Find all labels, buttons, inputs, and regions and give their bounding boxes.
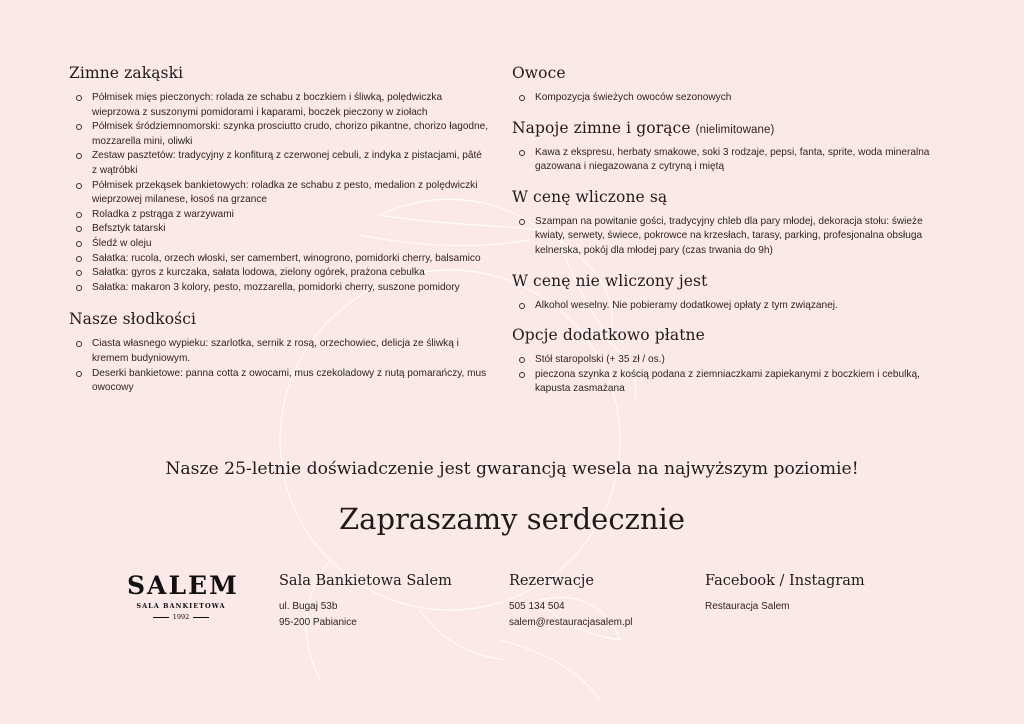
- list-item: Kompozycja świeżych owoców sezonowych: [512, 91, 932, 106]
- list-item: Sałatka: makaron 3 kolory, pesto, mozzarella, pomidorki cherry, suszone pomidory: [69, 281, 489, 296]
- left-column: [69, 64, 489, 411]
- logo-year-row: [127, 613, 235, 621]
- included-list: [512, 215, 932, 259]
- drinks-list: [512, 146, 932, 175]
- list-item: Alkohol weselny. Nie pobieramy dodatkowej opłaty z tym związanej.: [512, 299, 932, 314]
- list-item: Ciasta własnego wypieku: szarlotka, sernik z rosą, orzechowiec, delicja ze śliwką i kremem budyniowym.: [69, 337, 489, 366]
- logo-dash-left: [153, 617, 169, 618]
- logo-name: SALEM: [127, 571, 239, 600]
- list-item: Roladka z pstrąga z warzywami: [69, 208, 489, 223]
- extra-options-section: [512, 326, 932, 397]
- list-item: Deserki bankietowe: panna cotta z owocami, mus czekoladowy z nutą pomarańczy, mus owocowy: [69, 367, 489, 396]
- fruit-list: [512, 91, 932, 106]
- drinks-note: (nielimitowane): [695, 123, 775, 136]
- social-info: [705, 573, 865, 615]
- list-item: pieczona szynka z kością podana z ziemniaczkami zapiekanymi z boczkiem i cebulką, kapusta zasmażana: [512, 368, 932, 397]
- booking-title: Rezerwacje: [509, 573, 594, 589]
- sweets-section: [69, 310, 489, 395]
- salem-logo: [127, 571, 239, 621]
- list-item: Śledź w oleju: [69, 237, 489, 252]
- venue-info: [279, 573, 452, 630]
- list-item: Stół staropolski (+ 35 zł / os.): [512, 353, 932, 368]
- excluded-section: [512, 272, 932, 314]
- drinks-title-text: Napoje zimne i gorące: [512, 118, 691, 137]
- list-item: Sałatka: rucola, orzech włoski, ser camembert, winogrono, pomidorki cherry, balsamico: [69, 252, 489, 267]
- logo-year: 1992: [172, 613, 190, 621]
- list-item: Półmisek przekąsek bankietowych: roladka ze schabu z pesto, medalion z polędwiczki wieprzowej milanese, łosoś na grzance: [69, 179, 489, 208]
- booking-phone[interactable]: 505 134 504: [509, 601, 565, 612]
- list-item: Zestaw pasztetów: tradycyjny z konfiturą z czerwonej cebuli, z indyka z pistacjami, pâté z wątróbki: [69, 149, 489, 178]
- fruit-title: Owoce: [512, 64, 566, 82]
- social-title: Facebook / Instagram: [705, 573, 865, 589]
- extra-options-list: [512, 353, 932, 397]
- logo-subtitle: SALA BANKIETOWA: [136, 602, 226, 610]
- included-title: W cenę wliczone są: [512, 187, 668, 206]
- experience-slogan: Nasze 25-letnie doświadczenie jest gwarancją wesela na najwyższym poziomie!: [165, 459, 859, 479]
- invitation-heading: Zapraszamy serdecznie: [339, 502, 685, 536]
- cold-starters-section: [69, 64, 489, 295]
- list-item: Półmisek mięs pieczonych: rolada ze schabu z boczkiem i śliwką, polędwiczka wieprzowa z suszonymi pomidorami i kaparami, boczek pieczony w ziołach: [69, 91, 489, 120]
- list-item: Szampan na powitanie gości, tradycyjny chleb dla pary młodej, dekoracja stołu: świeże kwiaty, serwety, świece, pokrowce na krzesłach, tarasy, parking, profesjonalna obsługa kelnerska, pokój dla młodej pary (czas trwania do 9h): [512, 215, 932, 259]
- list-item: Półmisek śródziemnomorski: szynka prosciutto crudo, chorizo pikantne, chorizo łagodne, mozzarella mini, oliwki: [69, 120, 489, 149]
- drinks-section: [512, 119, 932, 175]
- extra-options-title: Opcje dodatkowo płatne: [512, 326, 705, 345]
- excluded-list: [512, 299, 932, 314]
- list-item: Befsztyk tatarski: [69, 222, 489, 237]
- sweets-list: [69, 337, 489, 395]
- sweets-title: Nasze słodkości: [69, 310, 197, 329]
- logo-dash-right: [193, 617, 209, 618]
- booking-info: [509, 573, 633, 630]
- drinks-title: [512, 119, 932, 137]
- social-name[interactable]: Restauracja Salem: [705, 601, 790, 612]
- booking-email[interactable]: salem@restauracjasalem.pl: [509, 616, 633, 628]
- cold-starters-list: [69, 91, 489, 295]
- excluded-title: W cenę nie wliczony jest: [512, 271, 708, 290]
- venue-street: ul. Bugaj 53b: [279, 601, 338, 612]
- list-item: Sałatka: gyros z kurczaka, sałata lodowa, zielony ogórek, prażona cebulka: [69, 266, 489, 281]
- venue-title: Sala Bankietowa Salem: [279, 573, 452, 589]
- right-column: [512, 64, 932, 410]
- venue-city: 95-200 Pabianice: [279, 616, 357, 628]
- list-item: Kawa z ekspresu, herbaty smakowe, soki 3 rodzaje, pepsi, fanta, sprite, woda mineralna gazowana i niegazowana z cytryną i miętą: [512, 146, 932, 175]
- cold-starters-title: Zimne zakąski: [69, 64, 184, 82]
- fruit-section: [512, 64, 932, 106]
- included-section: [512, 188, 932, 259]
